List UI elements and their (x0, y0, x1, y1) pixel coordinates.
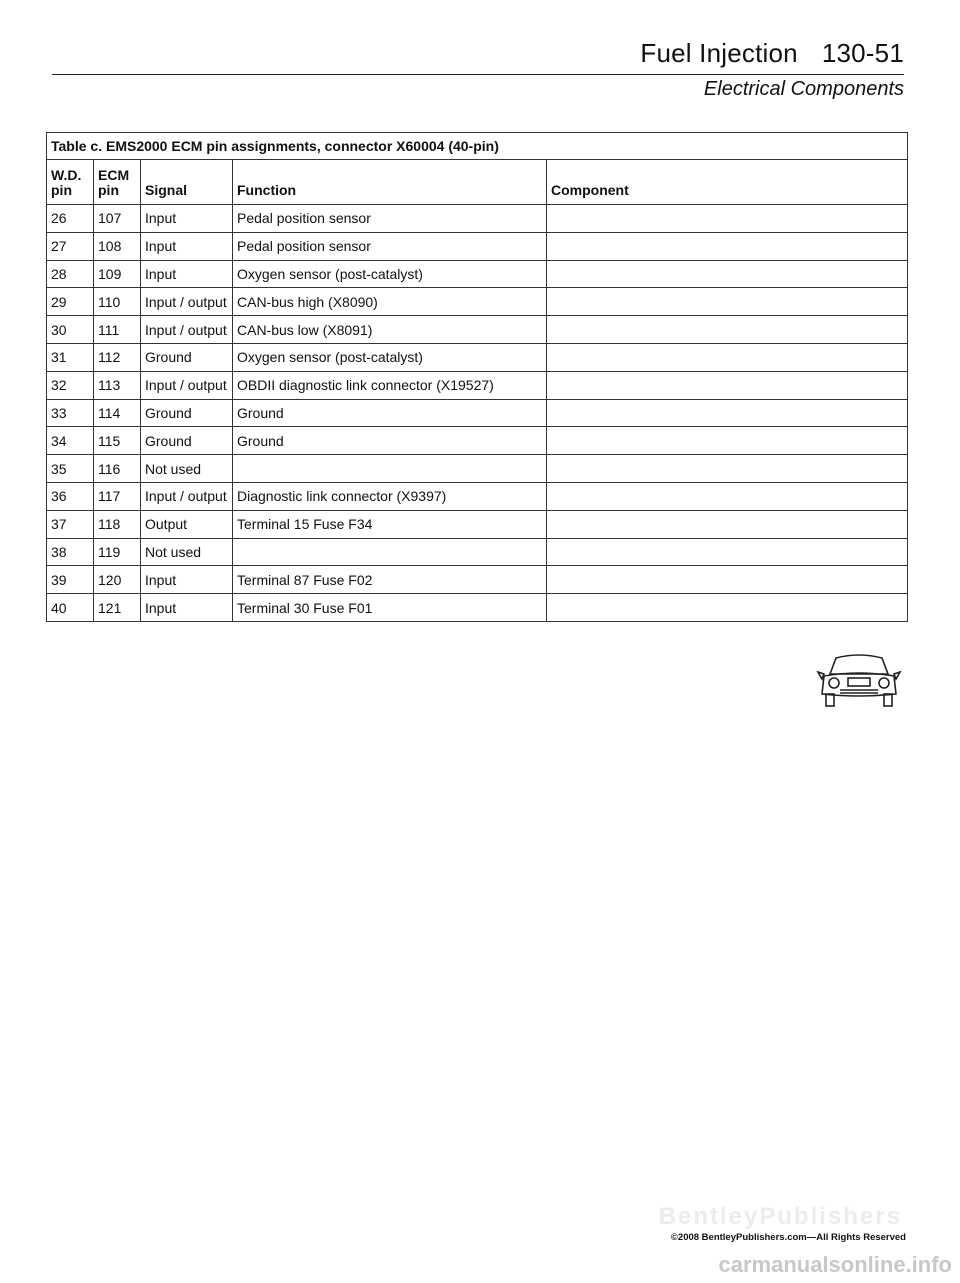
header-component: Component (547, 160, 908, 205)
cell-wd: 38 (47, 538, 94, 566)
cell-wd: 37 (47, 510, 94, 538)
section-title: Fuel Injection (640, 38, 798, 68)
cell-wd: 27 (47, 232, 94, 260)
mini-car-front-icon (814, 650, 904, 710)
cell-wd: 33 (47, 399, 94, 427)
table-row (47, 399, 908, 427)
header-divider (52, 74, 904, 75)
cell-component (547, 427, 908, 455)
cell-wd: 28 (47, 260, 94, 288)
table-row (47, 343, 908, 371)
table-row (47, 482, 908, 510)
cell-ecm: 118 (94, 510, 141, 538)
cell-function: OBDII diagnostic link connector (X19527) (233, 371, 547, 399)
cell-wd: 30 (47, 316, 94, 344)
cell-component (547, 371, 908, 399)
cell-function: Ground (233, 427, 547, 455)
cell-ecm: 113 (94, 371, 141, 399)
table-row (47, 538, 908, 566)
cell-ecm: 116 (94, 455, 141, 483)
cell-component (547, 594, 908, 622)
cell-signal: Ground (141, 399, 233, 427)
table-row (47, 316, 908, 344)
table-row (47, 205, 908, 233)
cell-ecm: 115 (94, 427, 141, 455)
cell-signal: Input (141, 232, 233, 260)
cell-ecm: 119 (94, 538, 141, 566)
page-number: 130-51 (821, 38, 904, 68)
cell-function: Terminal 30 Fuse F01 (233, 594, 547, 622)
cell-function: Terminal 87 Fuse F02 (233, 566, 547, 594)
cell-signal: Output (141, 510, 233, 538)
table-row (47, 455, 908, 483)
cell-ecm: 120 (94, 566, 141, 594)
cell-signal: Ground (141, 343, 233, 371)
cell-function: Oxygen sensor (post-catalyst) (233, 260, 547, 288)
cell-signal: Not used (141, 538, 233, 566)
header-ecm-pin: ECM pin (94, 160, 141, 205)
cell-ecm: 112 (94, 343, 141, 371)
cell-ecm: 107 (94, 205, 141, 233)
table-row (47, 371, 908, 399)
cell-component (547, 566, 908, 594)
cell-component (547, 316, 908, 344)
cell-component (547, 538, 908, 566)
cell-ecm: 114 (94, 399, 141, 427)
cell-function: Pedal position sensor (233, 232, 547, 260)
cell-ecm: 111 (94, 316, 141, 344)
cell-function (233, 455, 547, 483)
table-row (47, 594, 908, 622)
header-wd-pin: W.D. pin (47, 160, 94, 205)
cell-wd: 35 (47, 455, 94, 483)
cell-wd: 36 (47, 482, 94, 510)
cell-wd: 39 (47, 566, 94, 594)
cell-ecm: 108 (94, 232, 141, 260)
table-row (47, 566, 908, 594)
pin-assignment-table (46, 132, 908, 622)
table-row (47, 510, 908, 538)
cell-component (547, 205, 908, 233)
table-header-row (47, 160, 908, 205)
table-row (47, 427, 908, 455)
cell-function: CAN-bus high (X8090) (233, 288, 547, 316)
cell-wd: 34 (47, 427, 94, 455)
cell-ecm: 110 (94, 288, 141, 316)
cell-signal: Input / output (141, 371, 233, 399)
cell-component (547, 510, 908, 538)
cell-wd: 31 (47, 343, 94, 371)
cell-signal: Input (141, 205, 233, 233)
cell-function: Terminal 15 Fuse F34 (233, 510, 547, 538)
cell-ecm: 121 (94, 594, 141, 622)
cell-function: Diagnostic link connector (X9397) (233, 482, 547, 510)
cell-component (547, 260, 908, 288)
cell-signal: Input / output (141, 288, 233, 316)
cell-signal: Ground (141, 427, 233, 455)
cell-wd: 40 (47, 594, 94, 622)
table-row (47, 260, 908, 288)
cell-signal: Input (141, 594, 233, 622)
cell-wd: 29 (47, 288, 94, 316)
page-subtitle: Electrical Components (703, 78, 904, 100)
cell-signal: Input (141, 566, 233, 594)
cell-component (547, 455, 908, 483)
cell-component (547, 232, 908, 260)
cell-ecm: 117 (94, 482, 141, 510)
site-watermark: carmanualsonline.info (718, 1252, 952, 1277)
page-header-title (640, 38, 904, 69)
cell-signal: Not used (141, 455, 233, 483)
cell-signal: Input / output (141, 482, 233, 510)
cell-component (547, 482, 908, 510)
cell-component (547, 399, 908, 427)
publisher-watermark: BentleyPublishers (658, 1203, 902, 1230)
cell-wd: 26 (47, 205, 94, 233)
cell-function: CAN-bus low (X8091) (233, 316, 547, 344)
table-caption: Table c. EMS2000 ECM pin assignments, connector X60004 (40-pin) (47, 133, 908, 160)
cell-function (233, 538, 547, 566)
cell-ecm: 109 (94, 260, 141, 288)
cell-function: Ground (233, 399, 547, 427)
cell-component (547, 343, 908, 371)
header-signal: Signal (141, 160, 233, 205)
cell-function: Pedal position sensor (233, 205, 547, 233)
cell-function: Oxygen sensor (post-catalyst) (233, 343, 547, 371)
cell-signal: Input / output (141, 316, 233, 344)
cell-component (547, 288, 908, 316)
table-row (47, 232, 908, 260)
copyright-footer: ©2008 BentleyPublishers.com—All Rights Reserved (670, 1232, 906, 1243)
table-row (47, 288, 908, 316)
cell-wd: 32 (47, 371, 94, 399)
cell-signal: Input (141, 260, 233, 288)
header-function: Function (233, 160, 547, 205)
